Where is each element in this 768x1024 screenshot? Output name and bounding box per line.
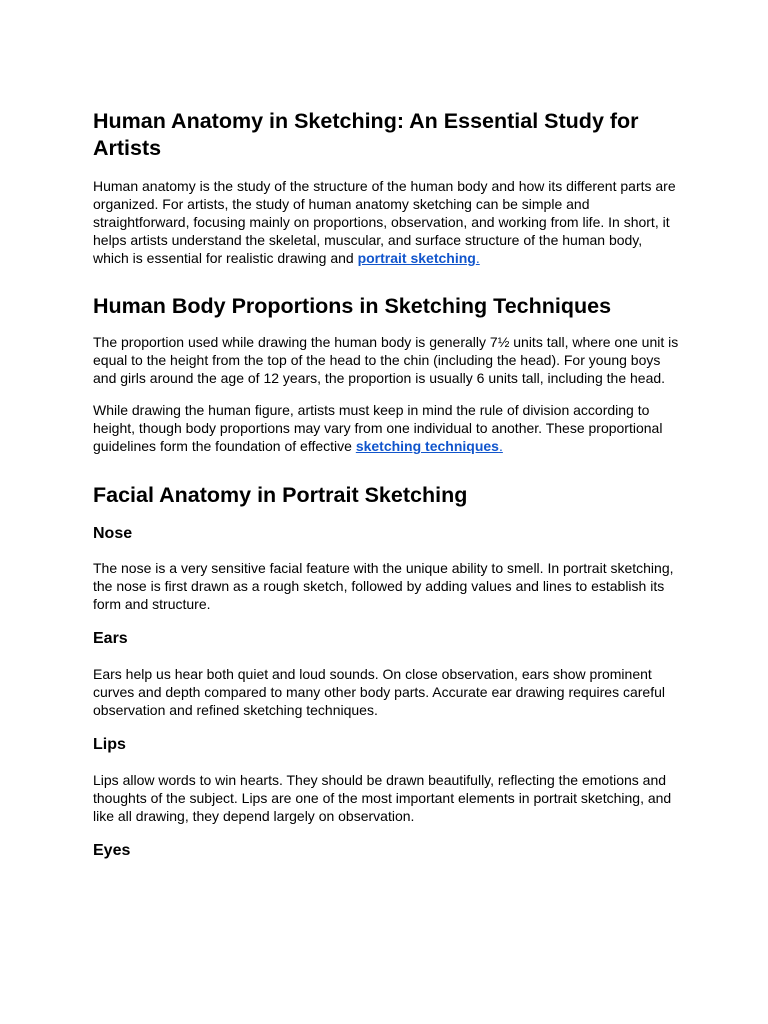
proportions-paragraph-2-text: While drawing the human figure, artists must keep in mind the rule of division according to height, though body proportions may vary from one individual to another. These proportional guidelines form the foundation of effective	[93, 402, 663, 454]
proportions-paragraph-2	[93, 401, 681, 455]
lips-heading: Lips	[93, 736, 126, 753]
ears-paragraph: Ears help us hear both quiet and loud sounds. On close observation, ears show prominent curves and depth compared to many other body parts. Accurate ear drawing requires careful observation and refined sketching techniques.	[93, 666, 665, 718]
nose-paragraph: The nose is a very sensitive facial feature with the unique ability to smell. In portrait sketching, the nose is first drawn as a rough sketch, followed by adding values and lines to establish its form and structure.	[93, 560, 674, 612]
proportions-paragraph-1: The proportion used while drawing the human body is generally 7½ units tall, where one unit is equal to the height from the top of the head to the chin (including the head). For young boys and girls around the age of 12 years, the proportion is usually 6 units tall, including the head.	[93, 334, 679, 386]
proportions-link-period: .	[498, 438, 503, 454]
nose-heading: Nose	[93, 525, 133, 542]
proportions-heading: Human Body Proportions in Sketching Techniques	[93, 294, 612, 318]
ears-heading: Ears	[93, 630, 128, 647]
portrait-sketching-link[interactable]: portrait sketching	[357, 250, 476, 266]
sketching-techniques-link[interactable]: sketching techniques	[355, 438, 499, 454]
intro-link-period: .	[475, 250, 480, 266]
document-body	[93, 108, 681, 861]
intro-text: Human anatomy is the study of the structure of the human body and how its different parts are organized. For artists, the study of human anatomy sketching can be simple and straightforward, focusing mainly on proportions, observation, and working from life. In short, it helps artists understand the skeletal, muscular, and surface structure of the human body, which is essential for realistic drawing and	[93, 178, 676, 266]
eyes-heading: Eyes	[93, 842, 131, 859]
intro-paragraph	[93, 177, 681, 267]
lips-paragraph: Lips allow words to win hearts. They should be drawn beautifully, reflecting the emotions and thoughts of the subject. Lips are one of the most important elements in portrait sketching, and like all drawing, they depend largely on observation.	[93, 772, 672, 824]
facial-anatomy-heading: Facial Anatomy in Portrait Sketching	[93, 483, 468, 507]
page-title: Human Anatomy in Sketching: An Essential Study for Artists	[93, 109, 639, 160]
